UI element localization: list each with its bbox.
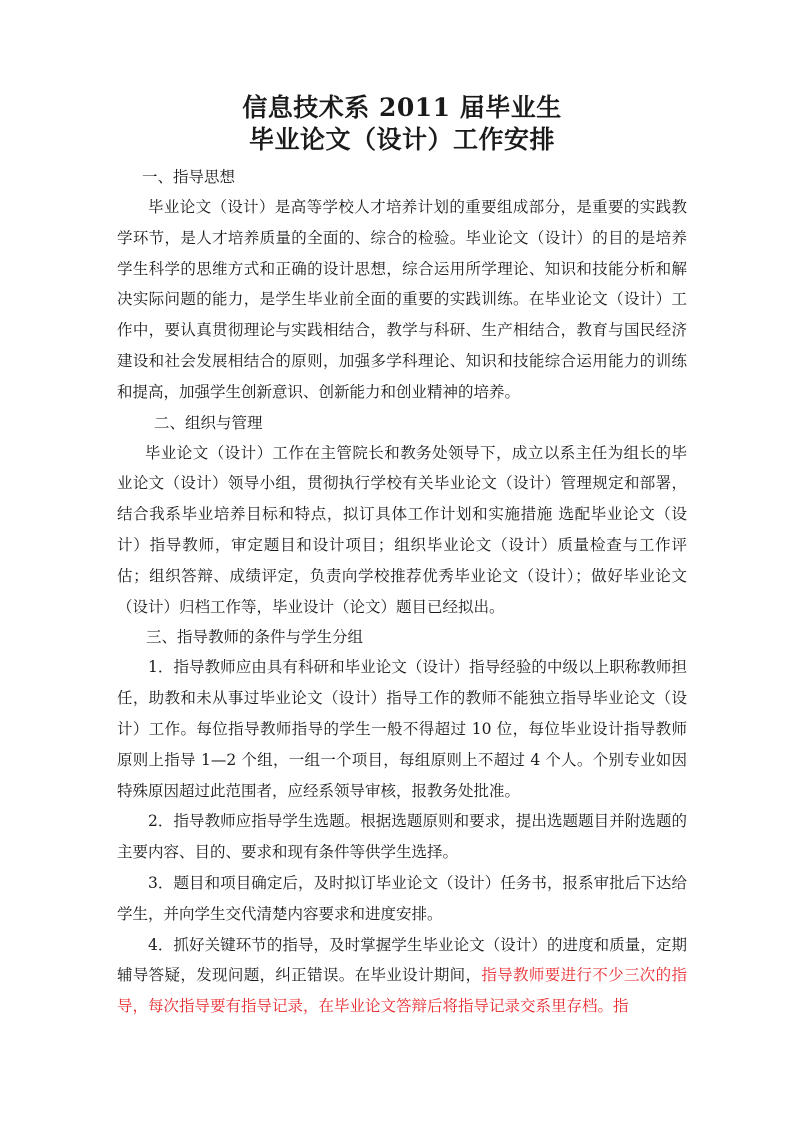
document-title-line1: 信息技术系 2011 届毕业生 [242, 93, 562, 122]
section-heading-teacher-conditions: 三、指导教师的条件与学生分组 [146, 628, 364, 647]
paragraph-item-2: 2．指导教师应指导学生选题。根据选题原则和要求，提出选题题目并附选题的主要内容、目的、要求和现有条件等供学生选择。 [117, 812, 687, 862]
document-title-line2: 毕业论文（设计）工作安排 [248, 125, 555, 154]
document-page [117, 92, 687, 1022]
paragraph-organization: 毕业论文（设计）工作在主管院长和教务处领导下，成立以系主任为组长的毕业论文（设计）领导小组，贯彻执行学校有关毕业论文（设计）管理规定和部署，结合我系毕业培养目标和特点，拟订具体工作计划和实施措施 选配毕业论文（设计）指导教师，审定题目和设计项目；组织毕业论文（设计）质量检查与工作评估；组织答辩、成绩评定，负责向学校推荐优秀毕业论文（设计）；做好毕业论文（设计）归档工作等，毕业设计（论文）题目已经拟出。 [117, 443, 687, 616]
paragraph-guiding-thought: 毕业论文（设计）是高等学校人才培养计划的重要组成部分，是重要的实践教学环节，是人才培养质量的全面的、综合的检验。毕业论文（设计）的目的是培养学生科学的思维方式和正确的设计思想，综合运用所学理论、知识和技能分析和解决实际问题的能力，是学生毕业前全面的重要的实践训练。在毕业论文（设计）工作中，要认真贯彻理论与实践相结合，教学与科研、生产相结合，教育与国民经济建设和社会发展相结合的原则，加强多学科理论、知识和技能综合运用能力的训练和提高，加强学生创新意识、创新能力和创业精神的培养。 [117, 198, 687, 401]
paragraph-item-4-highlight: 指导教师要进行不少三次的指导，每次指导要有指导记录，在毕业论文答辩后将指导记录交系里存档。指 [117, 966, 687, 1016]
paragraph-item-4 [117, 930, 687, 1022]
paragraph-item-4-text: 4．抓好关键环节的指导，及时掌握学生毕业论文（设计）的进度和质量，定期辅导答疑，发现问题，纠正错误。在毕业设计期间， [117, 935, 687, 985]
paragraph-item-3: 3．题目和项目确定后，及时拟订毕业论文（设计）任务书，报系审批后下达给学生，并向学生交代清楚内容要求和进度安排。 [117, 873, 687, 923]
paragraph-item-1: 1．指导教师应由具有科研和毕业论文（设计）指导经验的中级以上职称教师担任，助教和未从事过毕业论文（设计）指导工作的教师不能独立指导毕业论文（设计）工作。每位指导教师指导的学生一般不得超过 10 位，每位毕业设计指导教师原则上指导 1—2 个组，一组一个项目，每组原则上不超过 4 个人。个别专业如因特殊原因超过此范围者，应经系领导审核，报教务处批准。 [117, 658, 687, 800]
section-heading-organization: 二、组织与管理 [154, 413, 263, 432]
section-heading-guiding-thought: 一、指导思想 [142, 168, 236, 186]
